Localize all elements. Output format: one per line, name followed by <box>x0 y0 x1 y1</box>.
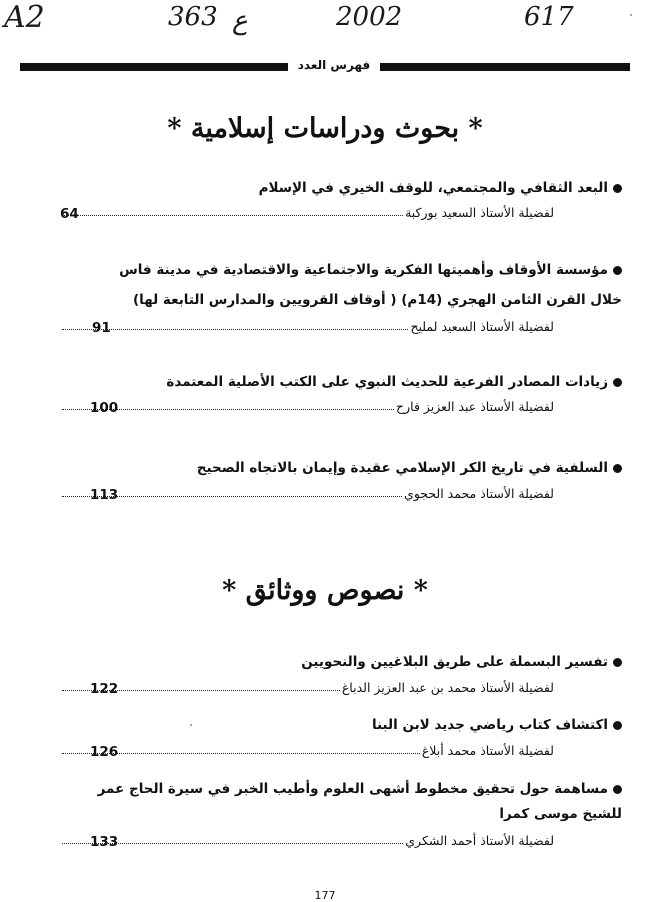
section-title-texts: * نصوص ووثائق * <box>222 575 428 606</box>
handwritten-letter: ع <box>232 6 248 36</box>
author-line <box>60 742 554 758</box>
page-number: 133 <box>90 834 119 850</box>
entry-title: تفسير البسملة على طريق البلاغيين والنحويين <box>301 654 622 670</box>
author-line <box>60 204 554 220</box>
author-line <box>60 485 554 501</box>
page-number: 122 <box>90 681 119 697</box>
author-name: لفضيلة الأستاذ السعيد لمليح <box>410 319 554 334</box>
bullet-icon <box>613 378 622 387</box>
handwritten-year: 2002 <box>336 2 403 32</box>
author-line <box>60 398 554 414</box>
entry-title-continued: للشيخ موسى كمرا <box>499 806 622 822</box>
handwritten-ref: 617 <box>524 2 574 32</box>
entry-title-continued: خلال القرن الثامن الهجري (14م) ( أوقاف القرويين والمدارس التابعة لها) <box>133 292 622 308</box>
bullet-icon <box>613 658 622 667</box>
leader-dots <box>62 215 403 216</box>
page-number: 91 <box>92 320 111 336</box>
author-name: لفضيلة الأستاذ عبد العزيز فارح <box>396 399 554 414</box>
entry-title: البعد الثقافي والمجتمعي، للوقف الخيري في الإسلام <box>259 180 622 196</box>
bullet-icon <box>613 721 622 730</box>
footer-page-number: 177 <box>314 889 336 902</box>
author-name: لفضيلة الأستاذ محمد أبلاغ <box>421 743 554 758</box>
entry-title: مؤسسة الأوقاف وأهميتها الفكرية والاجتماعية والاقتصادية في مدينة فاس <box>119 262 622 278</box>
bullet-icon <box>613 184 622 193</box>
author-name: لفضيلة الأستاذ أحمد الشكري <box>405 833 554 848</box>
page-number: 100 <box>90 400 119 416</box>
author-line <box>60 318 554 334</box>
author-name: لفضيلة الأستاذ محمد بن عبد العزيز الدباغ <box>341 680 554 695</box>
scan-speck <box>630 14 632 16</box>
author-line <box>60 832 554 848</box>
entry-title: اكتشاف كتاب رياضي جديد لابن البنا <box>372 717 622 733</box>
scan-speck <box>190 724 192 726</box>
page-number: 126 <box>90 744 119 760</box>
handwritten-code: A2 <box>4 0 45 35</box>
bullet-icon <box>613 266 622 275</box>
section-title-research: * بحوث ودراسات إسلامية * <box>167 113 483 144</box>
header-rule-right <box>380 63 630 71</box>
handwritten-number: 363 <box>168 2 218 32</box>
entry-title: مساهمة حول تحقيق مخطوط أشهى العلوم وأطيب الخبر في سيرة الحاج عمر <box>98 781 622 797</box>
author-line <box>60 679 554 695</box>
entry-title: السلفية في تاريخ الكر الإسلامي عقيدة وإيمان بالاتجاه الصحيح <box>197 460 622 476</box>
bullet-icon <box>613 464 622 473</box>
header-rule-left <box>20 63 288 71</box>
page-number: 113 <box>90 487 119 503</box>
bullet-icon <box>613 785 622 794</box>
entry-title: زيادات المصادر الفرعية للحديث النبوي على الكتب الأصلية المعتمدة <box>166 374 622 390</box>
leader-dots <box>62 329 408 330</box>
author-name: لفضيلة الأستاذ محمد الحجوي <box>404 486 554 501</box>
author-name: لفضيلة الأستاذ السعيد بوركبة <box>405 205 554 220</box>
page-number: 64 <box>60 206 79 222</box>
header-label: فهرس العدد <box>297 58 371 72</box>
